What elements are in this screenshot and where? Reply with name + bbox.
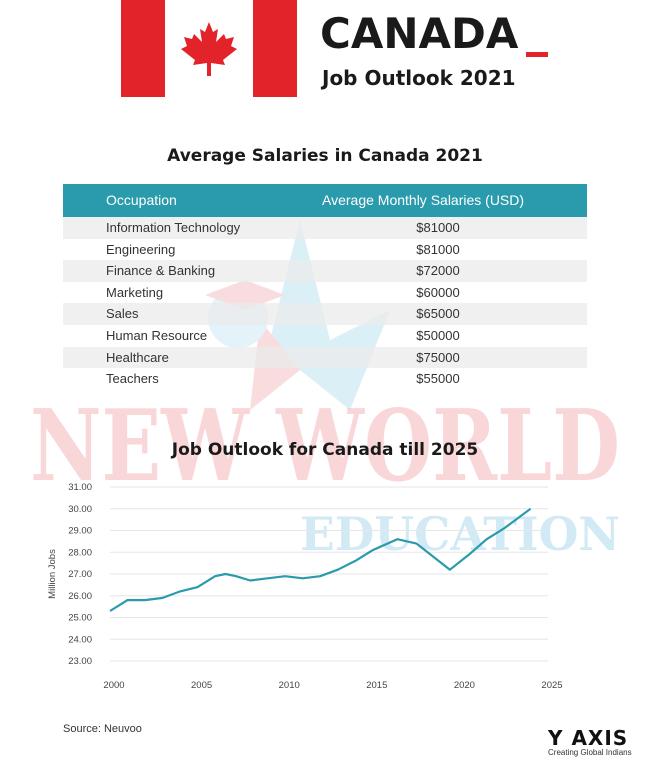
y-tick-label: 27.00 — [68, 569, 92, 580]
title-underscore-accent — [526, 52, 548, 57]
y-tick-label: 25.00 — [68, 612, 92, 624]
y-tick-label: 26.00 — [68, 590, 92, 602]
occupation-cell: Sales — [106, 306, 139, 322]
logo-tagline: Creating Global Indians — [548, 748, 632, 757]
country-title: CANADA — [320, 9, 519, 58]
y-tick-label: 31.00 — [68, 482, 92, 493]
flag-left-band — [121, 0, 165, 97]
watermark-line1: NEW WORLD — [30, 389, 620, 504]
y-tick-label: 30.00 — [68, 503, 92, 515]
job-outlook-line-chart — [0, 470, 650, 700]
column-header-salary: Average Monthly Salaries (USD) — [322, 192, 525, 208]
page-subtitle: Job Outlook 2021 — [322, 66, 516, 90]
chart-title: Job Outlook for Canada till 2025 — [171, 440, 479, 460]
canada-flag — [121, 0, 297, 97]
y-tick-label: 24.00 — [68, 634, 92, 646]
column-header-occupation: Occupation — [106, 192, 177, 208]
salary-cell: $75000 — [416, 349, 460, 365]
occupation-cell: Marketing — [106, 284, 164, 300]
table-row — [63, 217, 587, 239]
salary-cell: $50000 — [416, 327, 460, 343]
table-row — [63, 239, 587, 261]
table-header — [63, 184, 587, 217]
x-tick-label: 2010 — [278, 680, 300, 691]
salary-cell: $81000 — [416, 220, 460, 235]
table-row — [63, 282, 587, 304]
occupation-cell: Finance & Banking — [106, 263, 216, 279]
y-tick-label: 28.00 — [68, 547, 92, 559]
salary-table — [63, 184, 587, 390]
table-row — [63, 368, 587, 390]
x-tick-label: 2015 — [366, 680, 388, 691]
source-note: Source: Neuvoo — [63, 723, 142, 735]
table-row — [63, 303, 587, 325]
x-tick-label: 2020 — [453, 680, 475, 691]
x-tick-label: 2000 — [103, 680, 125, 691]
occupation-cell: Information Technology — [106, 220, 241, 235]
salary-cell: $55000 — [416, 371, 460, 387]
x-tick-label: 2025 — [541, 680, 563, 691]
table-row — [63, 260, 587, 282]
table-row — [63, 325, 587, 347]
y-axis-label: Million Jobs — [47, 549, 58, 599]
watermark-line2: EDUCATION — [300, 507, 620, 560]
salary-cell: $81000 — [416, 241, 460, 257]
salary-cell: $72000 — [416, 263, 460, 279]
salary-cell: $65000 — [416, 306, 460, 322]
occupation-cell: Human Resource — [106, 327, 208, 343]
table-row — [63, 347, 587, 369]
x-tick-label: 2005 — [191, 680, 213, 691]
occupation-cell: Engineering — [106, 241, 176, 257]
occupation-cell: Teachers — [106, 371, 159, 387]
logo-name: Y AXIS — [548, 726, 629, 750]
occupation-cell: Healthcare — [106, 349, 169, 365]
maple-leaf-icon — [177, 20, 241, 78]
salary-table-title: Average Salaries in Canada 2021 — [167, 146, 483, 166]
flag-right-band — [253, 0, 297, 97]
salary-cell: $60000 — [416, 284, 460, 300]
y-tick-label: 23.00 — [68, 656, 92, 667]
yaxis-logo — [548, 726, 632, 757]
y-tick-label: 29.00 — [68, 525, 92, 537]
